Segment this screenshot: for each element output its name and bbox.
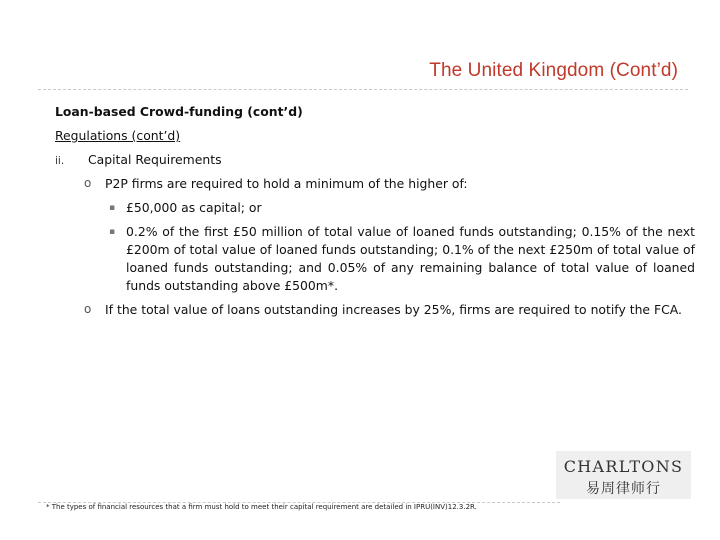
square-bullet-icon: ▪ [109,227,116,237]
sub-list-item [109,223,695,295]
numbered-item [55,151,695,169]
list-item-text: If the total value of loans outstanding increases by 25%, firms are required to notify the FCA. [105,302,682,317]
sub-list-item [109,199,695,217]
section-heading: Loan-based Crowd-funding (cont’d) [55,104,303,119]
item-numeral: ii. [55,155,65,167]
list-item [84,175,695,193]
charltons-logo [556,451,691,499]
section-subheading: Regulations (cont’d) [55,128,181,143]
slide-title: The United Kingdom (Cont’d) [429,60,678,81]
item-label: Capital Requirements [88,152,222,167]
slide-body [55,103,695,325]
square-bullet-icon: ▪ [109,203,116,213]
circle-bullet-icon: o [84,176,92,190]
footnote: * The types of financial resources that a firm must hold to meet their capital requirement are detailed in IPRU(INV)12.3.2R. [46,503,477,511]
list-item-text: P2P firms are required to hold a minimum of the higher of: [105,176,468,191]
list-item [84,301,695,319]
sub-list-item-text: £50,000 as capital; or [126,200,262,215]
circle-bullet-icon: o [84,302,92,316]
logo-name-cn: 易周律师行 [586,481,661,497]
logo-name-en: CHARLTONS [563,457,684,476]
sub-list-item-text: 0.2% of the first £50 million of total value of loaned funds outstanding; 0.15% of the next £200m of total value of loaned funds outstanding; 0.1% of the next £250m of total value of loaned funds outstanding; and 0.05% of any remaining balance of total value of loaned funds outstanding above £500m*. [126,224,695,293]
title-divider [38,89,688,90]
